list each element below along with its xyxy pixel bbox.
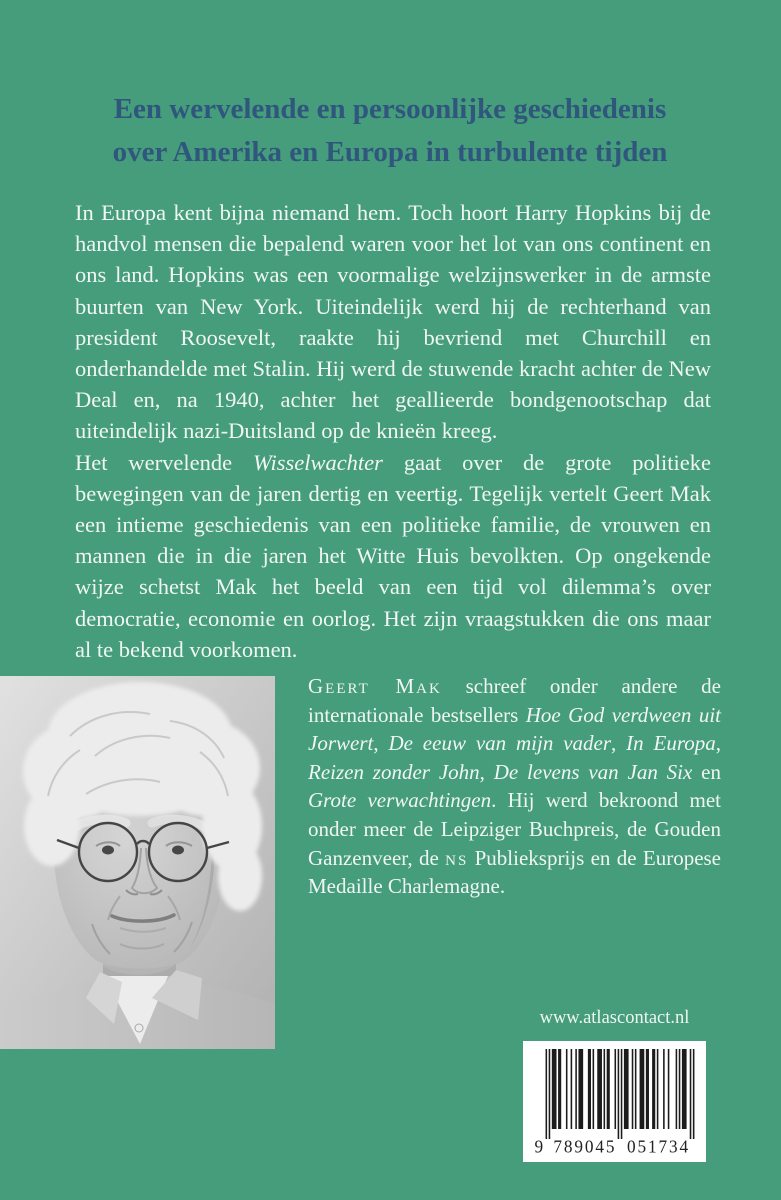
text-segment: ,	[373, 731, 389, 756]
synopsis	[75, 197, 711, 665]
tagline-line-2: over Amerika en Europa in turbulente tijden	[112, 136, 668, 168]
text-segment: Geert Mak	[308, 674, 442, 698]
text-segment: Het wervelende	[75, 449, 253, 475]
text-segment: De levens van Jan Six	[493, 759, 693, 784]
text-segment: ns	[445, 845, 469, 870]
barcode-digits-left: 789045	[553, 1135, 615, 1154]
text-segment: De eeuw van mijn vader	[388, 731, 612, 756]
publisher-website: www.atlascontact.nl	[539, 1008, 690, 1028]
text-segment: gaat over de grote politieke bewegingen van de jaren dertig en veertig. Tegelijk vertelt Geert Mak een intieme geschiedenis van een politieke familie, de vrouwen en mannen die in die jaren het Witte Huis bevolkten. Op ongekende wijze schetst Mak het beeld van een tijd vol dilemma’s over democratie, economie en oorlog. Het zijn vraagstukken die ons maar al te bekend voorkomen.	[75, 449, 711, 662]
text-segment: ,	[479, 759, 494, 784]
text-segment: Grote verwachtingen	[308, 788, 492, 813]
barcode-graphic	[533, 1049, 696, 1154]
barcode-digits-right: 051734	[627, 1135, 689, 1154]
tagline	[70, 88, 710, 174]
barcode-digit-first: 9	[534, 1135, 544, 1154]
tagline-line-1: Een wervelende en persoonlijke geschiedenis	[113, 93, 667, 125]
barcode-bars	[546, 1049, 695, 1139]
text-segment: ,	[715, 731, 722, 756]
author-portrait-illustration	[0, 676, 275, 1049]
text-segment: Publieksprijs en de Europese Medaille Charlemagne.	[308, 845, 722, 899]
text-segment: en	[692, 759, 722, 784]
synopsis-paragraph-1: In Europa kent bijna niemand hem. Toch hoort Harry Hopkins bij de handvol mensen die bepalend waren voor het lot van ons continent en ons land. Hopkins was een voormalige welzijnswerker in de armste buurten van New York. Uiteindelijk werd hij de rechterhand van president Roosevelt, raakte hij bevriend met Churchill en onderhandelde met Stalin. Hij werd de stuwende kracht achter de New Deal en, na 1940, achter het geallieerde bondgenootschap dat uiteindelijk nazi-Duitsland op de knieën kreeg.	[75, 200, 711, 444]
text-segment: Reizen zonder John	[308, 759, 480, 784]
text-segment: . Hij werd bekroond met onder meer de Leipziger Buchpreis, de Gouden Ganzenveer, de	[308, 788, 721, 870]
text-segment: schreef onder andere de internationale bestsellers	[308, 674, 721, 727]
author-photo	[0, 676, 275, 1049]
text-segment: Hoe God verdween uit Jorwert	[308, 702, 721, 756]
text-segment: ,	[611, 731, 627, 756]
isbn-barcode	[523, 1041, 706, 1162]
text-segment: Wisselwachter	[252, 449, 383, 475]
author-bio	[308, 672, 721, 901]
synopsis-paragraph-2	[75, 447, 711, 665]
text-segment: In Europa	[626, 731, 716, 756]
